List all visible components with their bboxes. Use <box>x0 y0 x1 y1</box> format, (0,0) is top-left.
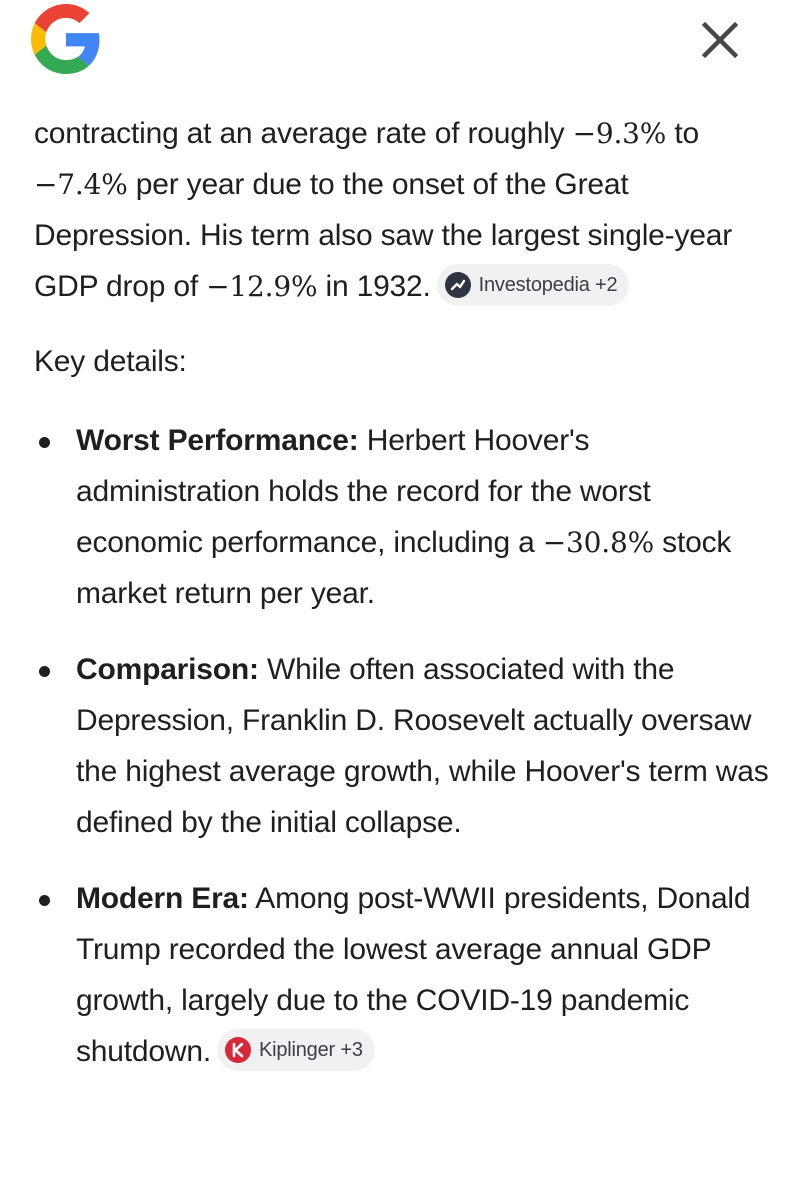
close-icon <box>688 8 752 72</box>
source-chip-kiplinger[interactable] <box>217 1029 375 1071</box>
top-bar <box>0 0 799 100</box>
close-button[interactable] <box>688 8 752 72</box>
source-chip-label: Investopedia +2 <box>478 274 618 297</box>
intro-text: per year due to the onset of the Great Depression. His term also saw the largest single-year GDP drop of <box>34 168 733 303</box>
intro-paragraph <box>34 108 770 312</box>
item-text: While often associated with the Depression, Franklin D. Roosevelt actually oversaw the highest average growth, while Hoover's term was defined by the initial collapse. <box>76 653 769 839</box>
key-details-heading: Key details: <box>34 345 187 378</box>
item-title: Comparison: <box>76 653 259 686</box>
math-value: −12.9% <box>206 270 318 303</box>
kiplinger-icon <box>225 1037 251 1063</box>
item-title: Worst Performance: <box>76 424 359 457</box>
item-text: stock market return per year. <box>76 526 732 610</box>
intro-text: in 1932. <box>317 270 431 303</box>
bullet <box>39 666 50 677</box>
intro-text: to <box>666 117 699 150</box>
math-value: −30.8% <box>542 526 655 559</box>
ai-answer-content <box>34 108 770 1102</box>
math-value: −7.4% <box>34 168 128 201</box>
source-chip-investopedia[interactable] <box>437 264 630 306</box>
math-value: −9.3% <box>572 117 667 150</box>
bullet <box>39 895 50 906</box>
item-text: Among post-WWII presidents, Donald Trump recorded the lowest average annual GDP growth, largely due to the COVID-19 pandemic shutdown. <box>76 882 751 1068</box>
list-item <box>34 873 770 1077</box>
item-title: Modern Era: <box>76 882 249 915</box>
bullet <box>39 437 50 448</box>
list-item <box>34 415 770 619</box>
investopedia-icon <box>445 272 471 298</box>
google-g-icon <box>31 4 101 74</box>
item-text: Herbert Hoover's administration holds the record for the worst economic performance, including a <box>76 424 651 559</box>
details-list <box>34 415 770 1077</box>
intro-text: contracting at an average rate of roughly <box>34 117 573 150</box>
list-item <box>34 644 770 848</box>
source-chip-label: Kiplinger +3 <box>258 1039 363 1062</box>
